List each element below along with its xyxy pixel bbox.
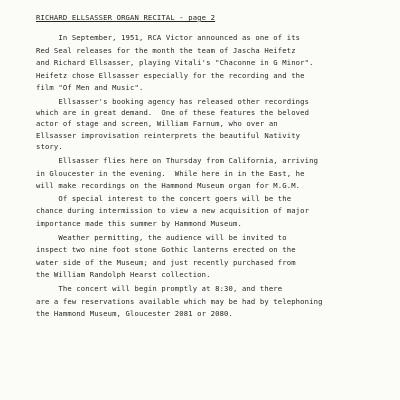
paragraph-booking-agency <box>36 96 386 152</box>
text-line: Ellsasser's booking agency has released other recordings <box>36 96 310 106</box>
text-line: Weather permitting, the audience will be invited to <box>36 232 287 242</box>
text-line: Heifetz chose Ellsasser especially for the recording and the <box>36 70 305 80</box>
text-line: importance made this summer by Hammond Museum. <box>36 218 242 228</box>
text-line: and Richard Ellsasser, playing Vitali's "Chaconne in G Minor". <box>36 58 314 68</box>
text-line: In September, 1951, RCA Victor announced as one of its <box>36 33 301 42</box>
text-line: actor of stage and screen, William Farnum, who over an <box>36 119 278 129</box>
text-line: inspect two nine foot stone Gothic lanterns erected on the <box>36 245 296 255</box>
text-line: Ellsasser flies here on Thursday from California, arriving <box>36 155 319 165</box>
paragraph-arrival <box>36 155 386 193</box>
text-line: the Hammond Museum, Gloucester 2081 or 2080. <box>36 309 233 319</box>
paragraph-rca-victor <box>36 32 386 95</box>
paragraph-gothic-lanterns <box>36 232 386 282</box>
text-line: The concert will begin promptly at 8:30, and there <box>36 283 283 293</box>
text-line: the William Randolph Hearst collection. <box>36 270 211 280</box>
text-line: story. <box>36 141 63 151</box>
text-line: Ellsasser improvisation reinterprets the beautiful Nativity <box>36 130 301 140</box>
paragraph-intermission <box>36 193 386 231</box>
text-line: Of special interest to the concert goers will be the <box>36 193 292 203</box>
body-text <box>36 32 386 321</box>
text-line: will make recordings on the Hammond Museum organ for M.G.M. <box>36 181 301 191</box>
text-line: which are in great demand. One of these features the beloved <box>36 108 310 118</box>
text-line: water side of the Museum; and just recently purchased from <box>36 257 296 267</box>
text-line: Red Seal releases for the month the team of Jascha Heifetz <box>36 45 296 55</box>
text-line: film "Of Men and Music". <box>36 83 144 93</box>
text-line: are a few reservations available which may be had by telephoning <box>36 296 323 306</box>
text-line: in Gloucester in the evening. While here in in the East, he <box>36 168 305 178</box>
page-header: RICHARD ELLSASSER ORGAN RECITAL - page 2 <box>36 13 216 22</box>
paragraph-concert-time <box>36 283 386 321</box>
text-line: chance during intermission to view a new acquisition of major <box>36 206 310 216</box>
